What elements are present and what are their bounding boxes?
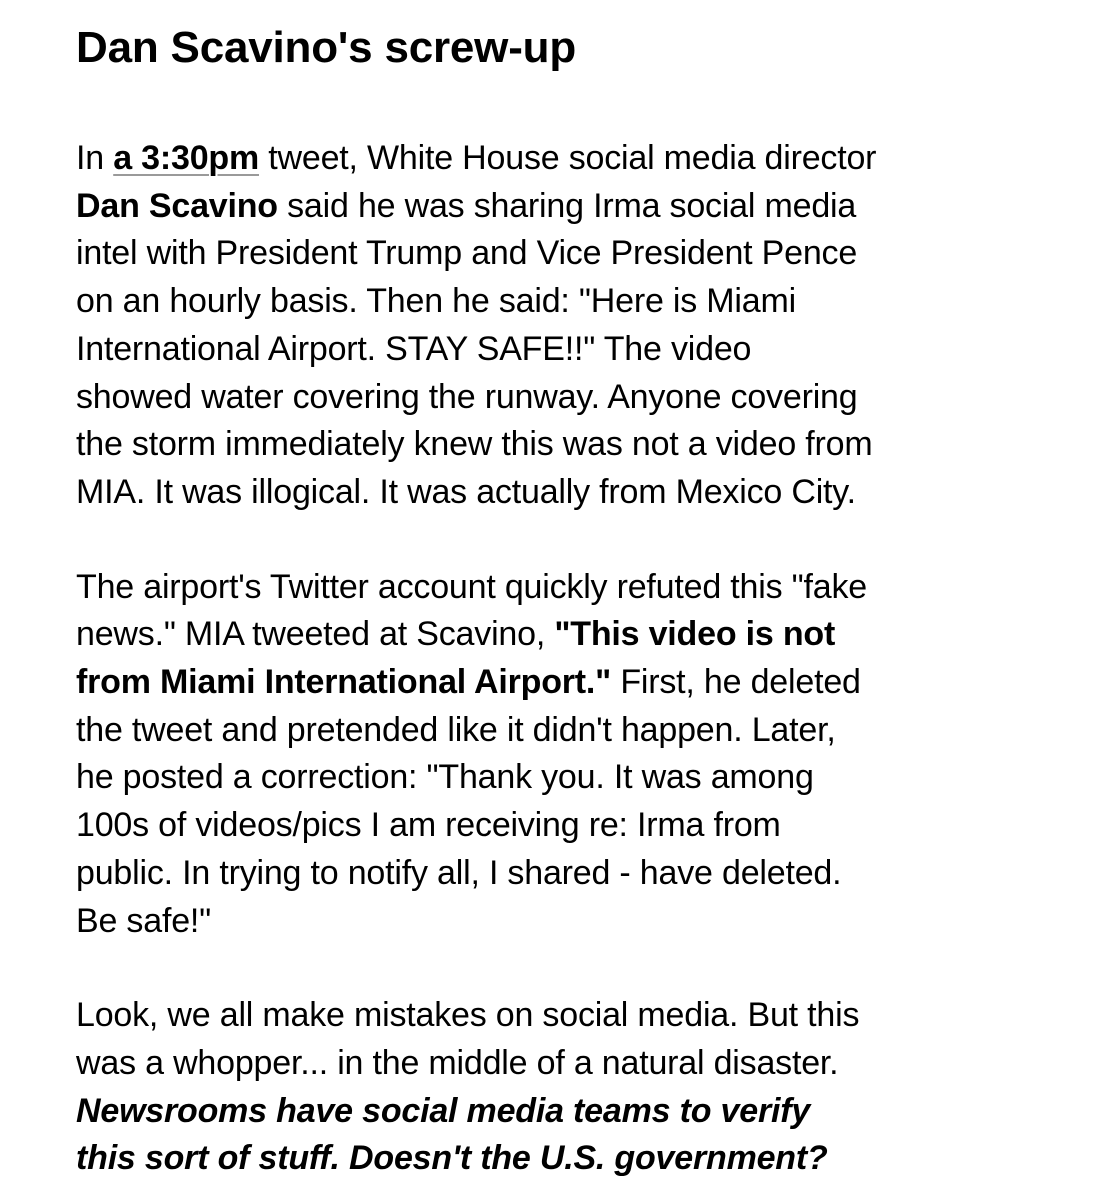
paragraph-2-line-8: Be safe!" [76,901,212,940]
text-segment: In [76,139,114,177]
paragraph-1-line-7: the storm immediately knew this was not a video from [76,425,873,464]
text-segment: tweet, White House social media director [259,139,877,177]
paragraph-3-line-3: Newsrooms have social media teams to verify [76,1091,811,1130]
paragraph-1-line-1 [76,135,1076,183]
article-title: Dan Scavino's screw-up [76,23,577,72]
paragraph-1-line-4: on an hourly basis. Then he said: "Here is Miami [76,282,796,321]
paragraph-2-line-2 [76,611,1076,659]
article [76,22,1076,1183]
text-segment: news." MIA tweeted at Scavino, [76,615,555,654]
paragraph-2-line-7: public. In trying to notify all, I shared - have deleted. [76,853,842,892]
paragraph-1-line-8: MIA. It was illogical. It was actually from Mexico City. [76,472,856,511]
paragraph-2-line-4: the tweet and pretended like it didn't happen. Later, [76,710,836,749]
paragraph-2-line-5: he posted a correction: "Thank you. It was among [76,758,814,797]
paragraph-2-line-6: 100s of videos/pics I am receiving re: Irma from [76,806,781,845]
paragraph-1 [76,135,1076,517]
paragraph-3 [76,992,1076,1183]
paragraph-2-line-1: The airport's Twitter account quickly refuted this "fake [76,567,867,606]
paragraph-2 [76,564,1076,946]
paragraph-3-line-2: was a whopper... in the middle of a natural disaster. [76,1043,839,1082]
paragraph-3-line-4: this sort of stuff. Doesn't the U.S. government? [76,1139,828,1178]
quote-bold: from Miami International Airport." [76,663,612,702]
quote-bold: "This video is not [554,615,836,654]
text-segment: First, he deleted [611,663,861,702]
person-name-bold: Dan Scavino [76,186,278,225]
paragraph-2-line-3 [76,659,1076,707]
paragraph-1-line-2 [76,183,1076,231]
text-segment: said he was sharing Irma social media [277,186,857,225]
paragraph-1-line-6: showed water covering the runway. Anyone covering [76,377,858,416]
paragraph-1-line-5: International Airport. STAY SAFE!!" The video [76,329,752,368]
paragraph-1-line-3: intel with President Trump and Vice President Pence [76,234,858,273]
tweet-time-link[interactable]: a 3:30pm [113,139,260,177]
paragraph-3-line-1: Look, we all make mistakes on social media. But this [76,996,860,1035]
